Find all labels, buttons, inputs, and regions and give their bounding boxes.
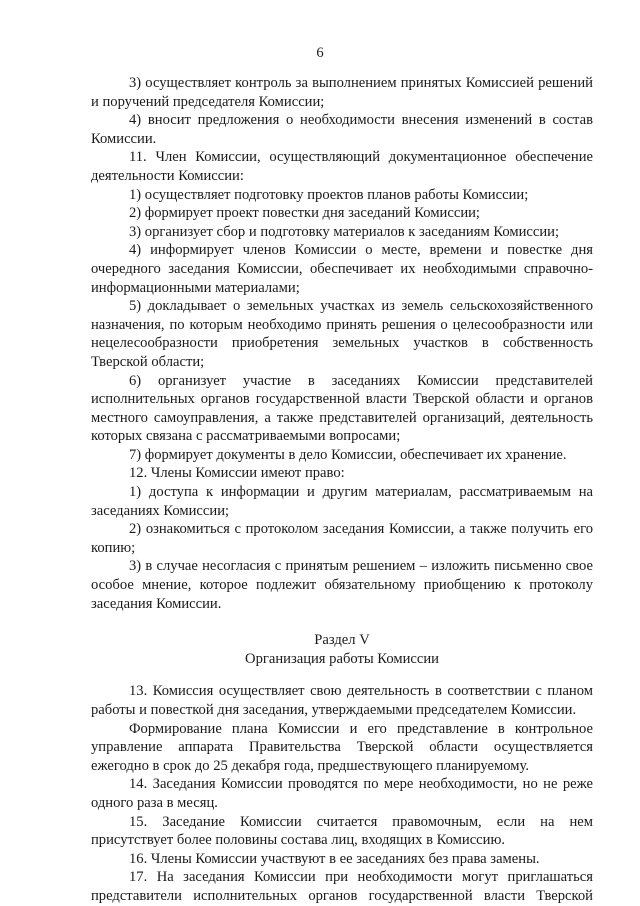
paragraph: 1) осуществляет подготовку проектов планов работы Комиссии; bbox=[129, 186, 529, 203]
section-heading: Раздел V bbox=[314, 632, 370, 649]
paragraphs-before-section bbox=[91, 74, 593, 613]
paragraph: 16. Члены Комиссии участвуют в ее заседаниях без права замены. bbox=[129, 850, 540, 867]
paragraphs-after-section bbox=[91, 682, 593, 905]
paragraph: 12. Члены Комиссии имеют право: bbox=[129, 465, 345, 482]
paragraph: 14. Заседания Комиссии проводятся по мере необходимости, но не реже одного раза в месяц. bbox=[91, 776, 593, 811]
paragraph: 13. Комиссия осуществляет свою деятельность в соответствии с планом работы и повесткой дня заседания, утверждаемыми председателем Комиссии. bbox=[91, 683, 593, 718]
paragraph: 5) докладывает о земельных участках из земель сельскохозяйственного назначения, по которым необходимо принять решения о целесообразности или нецелесообразности приобретения земельных участков в собственность Тверской области; bbox=[91, 298, 593, 370]
paragraph: 7) формирует документы в дело Комиссии, обеспечивает их хранение. bbox=[129, 446, 567, 463]
paragraph: 4) вносит предложения о необходимости внесения изменений в состав Комиссии. bbox=[91, 112, 593, 147]
paragraph: 6) организует участие в заседаниях Комиссии представителей исполнительных органов государственной власти Тверской области и органов местного самоуправления, а также представителей организаций, деятельность которых связана с рассматриваемыми вопросами; bbox=[91, 372, 593, 445]
paragraph: 3) организует сбор и подготовку материалов к заседаниям Комиссии; bbox=[129, 223, 560, 240]
paragraph: 4) информирует членов Комиссии о месте, времени и повестке дня очередного заседания Комиссии, обеспечивает их необходимыми справочно-информационными материалами; bbox=[91, 242, 593, 296]
paragraph: 3) в случае несогласия с принятым решением – изложить письменно свое особое мнение, которое подлежит обязательному приобщению к протоколу заседания Комиссии. bbox=[91, 558, 593, 612]
paragraph: 1) доступа к информации и другим материалам, рассматриваемым на заседаниях Комиссии; bbox=[91, 484, 593, 519]
paragraph: Формирование плана Комиссии и его представление в контрольное управление аппарата Правительства Тверской области осуществляется ежегодно в срок до 25 декабря года, предшествующего планируемому. bbox=[91, 720, 593, 774]
paragraph: 2) ознакомиться с протоколом заседания Комиссии, а также получить его копию; bbox=[91, 521, 593, 556]
document-body bbox=[91, 74, 593, 906]
paragraph: 15. Заседание Комиссии считается правомочным, если на нем присутствует более половины состава лиц, входящих в Комиссию. bbox=[91, 813, 593, 849]
page-number: 6 bbox=[316, 45, 324, 61]
section-title: Организация работы Комиссии bbox=[245, 650, 439, 667]
paragraph: 11. Член Комиссии, осуществляющий документационное обеспечение деятельности Комиссии: bbox=[91, 149, 593, 184]
paragraph: 2) формирует проект повестки дня заседаний Комиссии; bbox=[129, 205, 480, 222]
paragraph: 3) осуществляет контроль за выполнением принятых Комиссией решений и поручений председателя Комиссии; bbox=[91, 75, 593, 110]
paragraph: 17. На заседания Комиссии при необходимости могут приглашаться представители исполнительных органов государственной власти Тверской bbox=[91, 869, 593, 904]
